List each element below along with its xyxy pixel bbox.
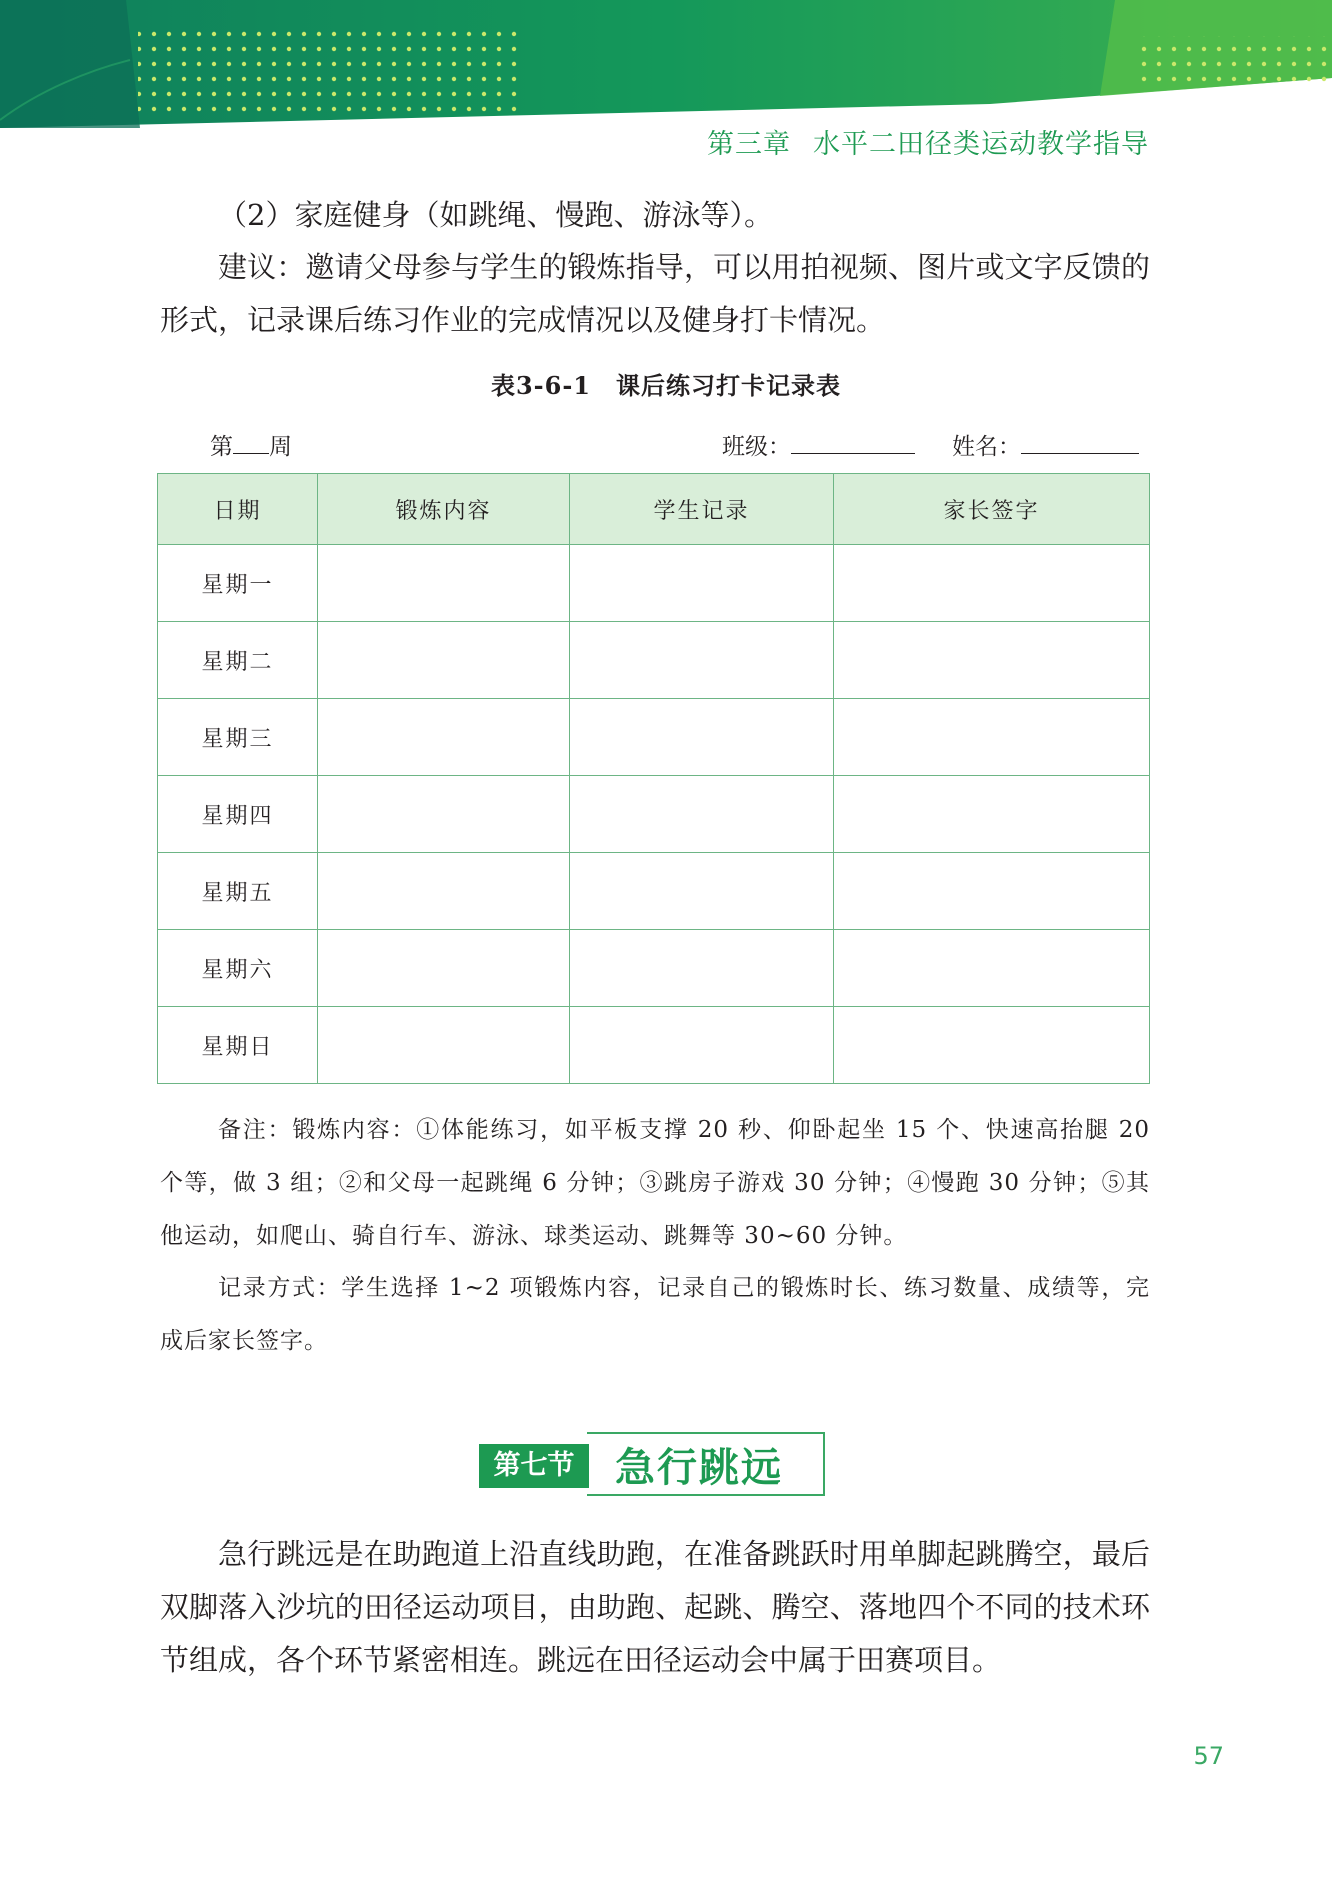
signature-cell [834,853,1150,930]
signature-cell [834,930,1150,1007]
day-cell: 星期三 [158,699,318,776]
class-blank [791,431,915,454]
week-field [210,428,292,461]
record-cell [570,776,834,853]
exercise-cell [318,545,570,622]
exercise-cell [318,622,570,699]
table-row [158,776,1150,853]
record-cell [570,930,834,1007]
section-body: 急行跳远是在助跑道上沿直线助跑，在准备跳跃时用单脚起跳腾空，最后双脚落入沙坑的田径运动项目，由助跑、起跳、腾空、落地四个不同的技术环节组成，各个环节紧密相连。跳远在田径运动会中属于田赛项目。 [160,1537,1150,1677]
signature-cell [834,776,1150,853]
intro-suggestion: 建议：邀请父母参与学生的锻炼指导，可以用拍视频、图片或文字反馈的形式，记录课后练习作业的完成情况以及健身打卡情况。 [160,250,1150,337]
record-cell [570,545,834,622]
week-prefix: 第 [210,434,233,460]
table-row [158,699,1150,776]
table-row [158,622,1150,699]
class-field [722,428,915,461]
section-title: 急行跳远 [615,1445,783,1491]
exercise-cell [318,930,570,1007]
day-cell: 星期日 [158,1007,318,1084]
exercise-cell [318,699,570,776]
day-cell: 星期五 [158,853,318,930]
signature-cell [834,1007,1150,1084]
week-blank [233,431,269,454]
day-cell: 星期六 [158,930,318,1007]
record-method-note: 记录方式：学生选择 1~2 项锻炼内容，记录自己的锻炼时长、练习数量、成绩等，完成后家长签字。 [160,1275,1150,1354]
header-parent-signature: 家长签字 [834,474,1150,545]
signature-cell [834,699,1150,776]
header-exercise-content: 锻炼内容 [318,474,570,545]
week-suffix: 周 [269,434,292,460]
table-caption: 表3-6-1 课后练习打卡记录表 [490,371,842,400]
signature-cell [834,622,1150,699]
name-label: 姓名： [952,434,1021,460]
class-label: 班级： [722,434,791,460]
table-header-row [158,474,1150,545]
record-cell [570,853,834,930]
record-cell [570,699,834,776]
table-row [158,853,1150,930]
record-cell [570,622,834,699]
name-field [952,428,1139,461]
header-student-record: 学生记录 [570,474,834,545]
intro-item-2: （2）家庭健身（如跳绳、慢跑、游泳等）。 [218,198,773,232]
remark-note: 备注：锻炼内容：①体能练习，如平板支撑 20 秒、仰卧起坐 15 个、快速高抬腿 20 个等，做 3 组；②和父母一起跳绳 6 分钟；③跳房子游戏 30 分钟；④慢跑 30 分钟；⑤其他运动，如爬山、骑自行车、游泳、球类运动、跳舞等 30~60 分钟。 [160,1117,1150,1249]
name-blank [1021,431,1139,454]
day-cell: 星期四 [158,776,318,853]
chapter-title [707,122,1149,161]
exercise-cell [318,776,570,853]
table-row [158,545,1150,622]
section-heading [477,1430,829,1500]
signature-cell [834,545,1150,622]
chapter-name: 水平二田径类运动教学指导 [813,129,1149,160]
day-cell: 星期二 [158,622,318,699]
exercise-record-table [157,473,1150,1084]
chapter-label: 第三章 [707,129,791,160]
table-row [158,1007,1150,1084]
day-cell: 星期一 [158,545,318,622]
record-cell [570,1007,834,1084]
header-date: 日期 [158,474,318,545]
section-badge: 第七节 [479,1444,589,1488]
exercise-cell [318,853,570,930]
page-number: 57 [1193,1742,1224,1770]
exercise-cell [318,1007,570,1084]
table-row [158,930,1150,1007]
